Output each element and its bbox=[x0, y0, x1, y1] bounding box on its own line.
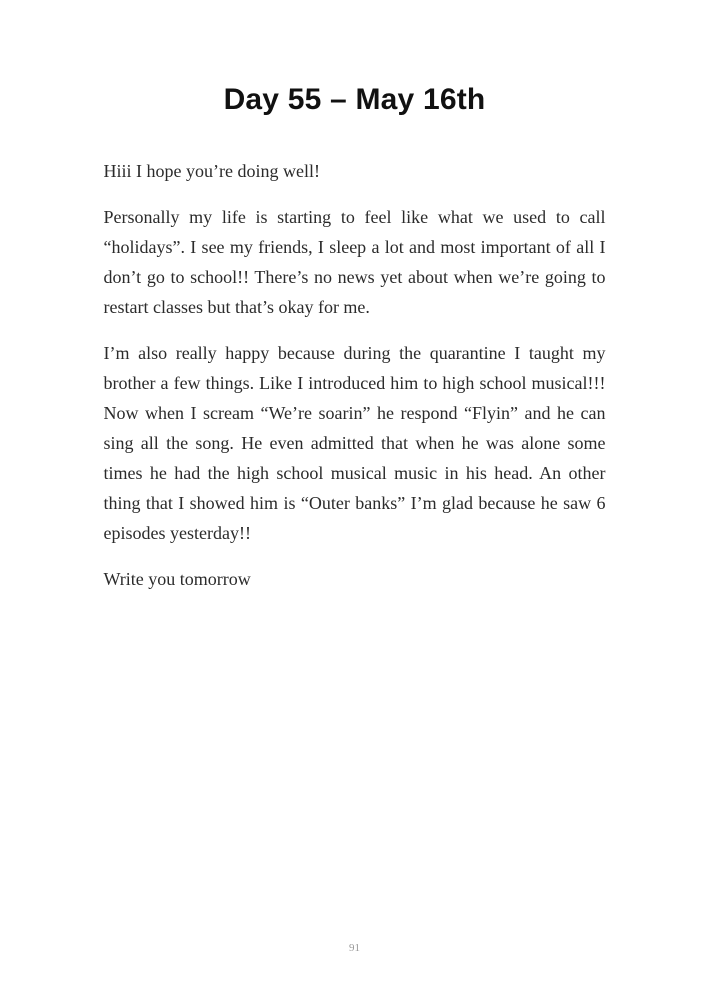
page-number: 91 bbox=[349, 942, 360, 954]
page-content bbox=[104, 0, 606, 594]
body-text bbox=[104, 156, 606, 594]
paragraph-greeting: Hiii I hope you’re doing well! bbox=[103, 161, 320, 181]
paragraph-signoff: Write you tomorrow bbox=[103, 569, 251, 589]
paragraph-brother: I’m also really happy because during the quarantine I taught my brother a few things. Like I introduced him to high school musical!!! Now when I scream “We’re soarin” he respond “Flyin” and he can sing all the song. He even admitted that when he was alone some times he had the high school musical music in his head. An other thing that I showed him is “Outer banks” I’m glad because he saw 6 episodes yesterday!! bbox=[103, 343, 606, 543]
page-title: Day 55 – May 16th bbox=[223, 83, 486, 116]
paragraph-holidays: Personally my life is starting to feel like what we used to call “holidays”. I see my friends, I sleep a lot and most important of all I don’t go to school!! There’s no news yet about when we’re going to restart classes but that’s okay for me. bbox=[103, 207, 606, 317]
